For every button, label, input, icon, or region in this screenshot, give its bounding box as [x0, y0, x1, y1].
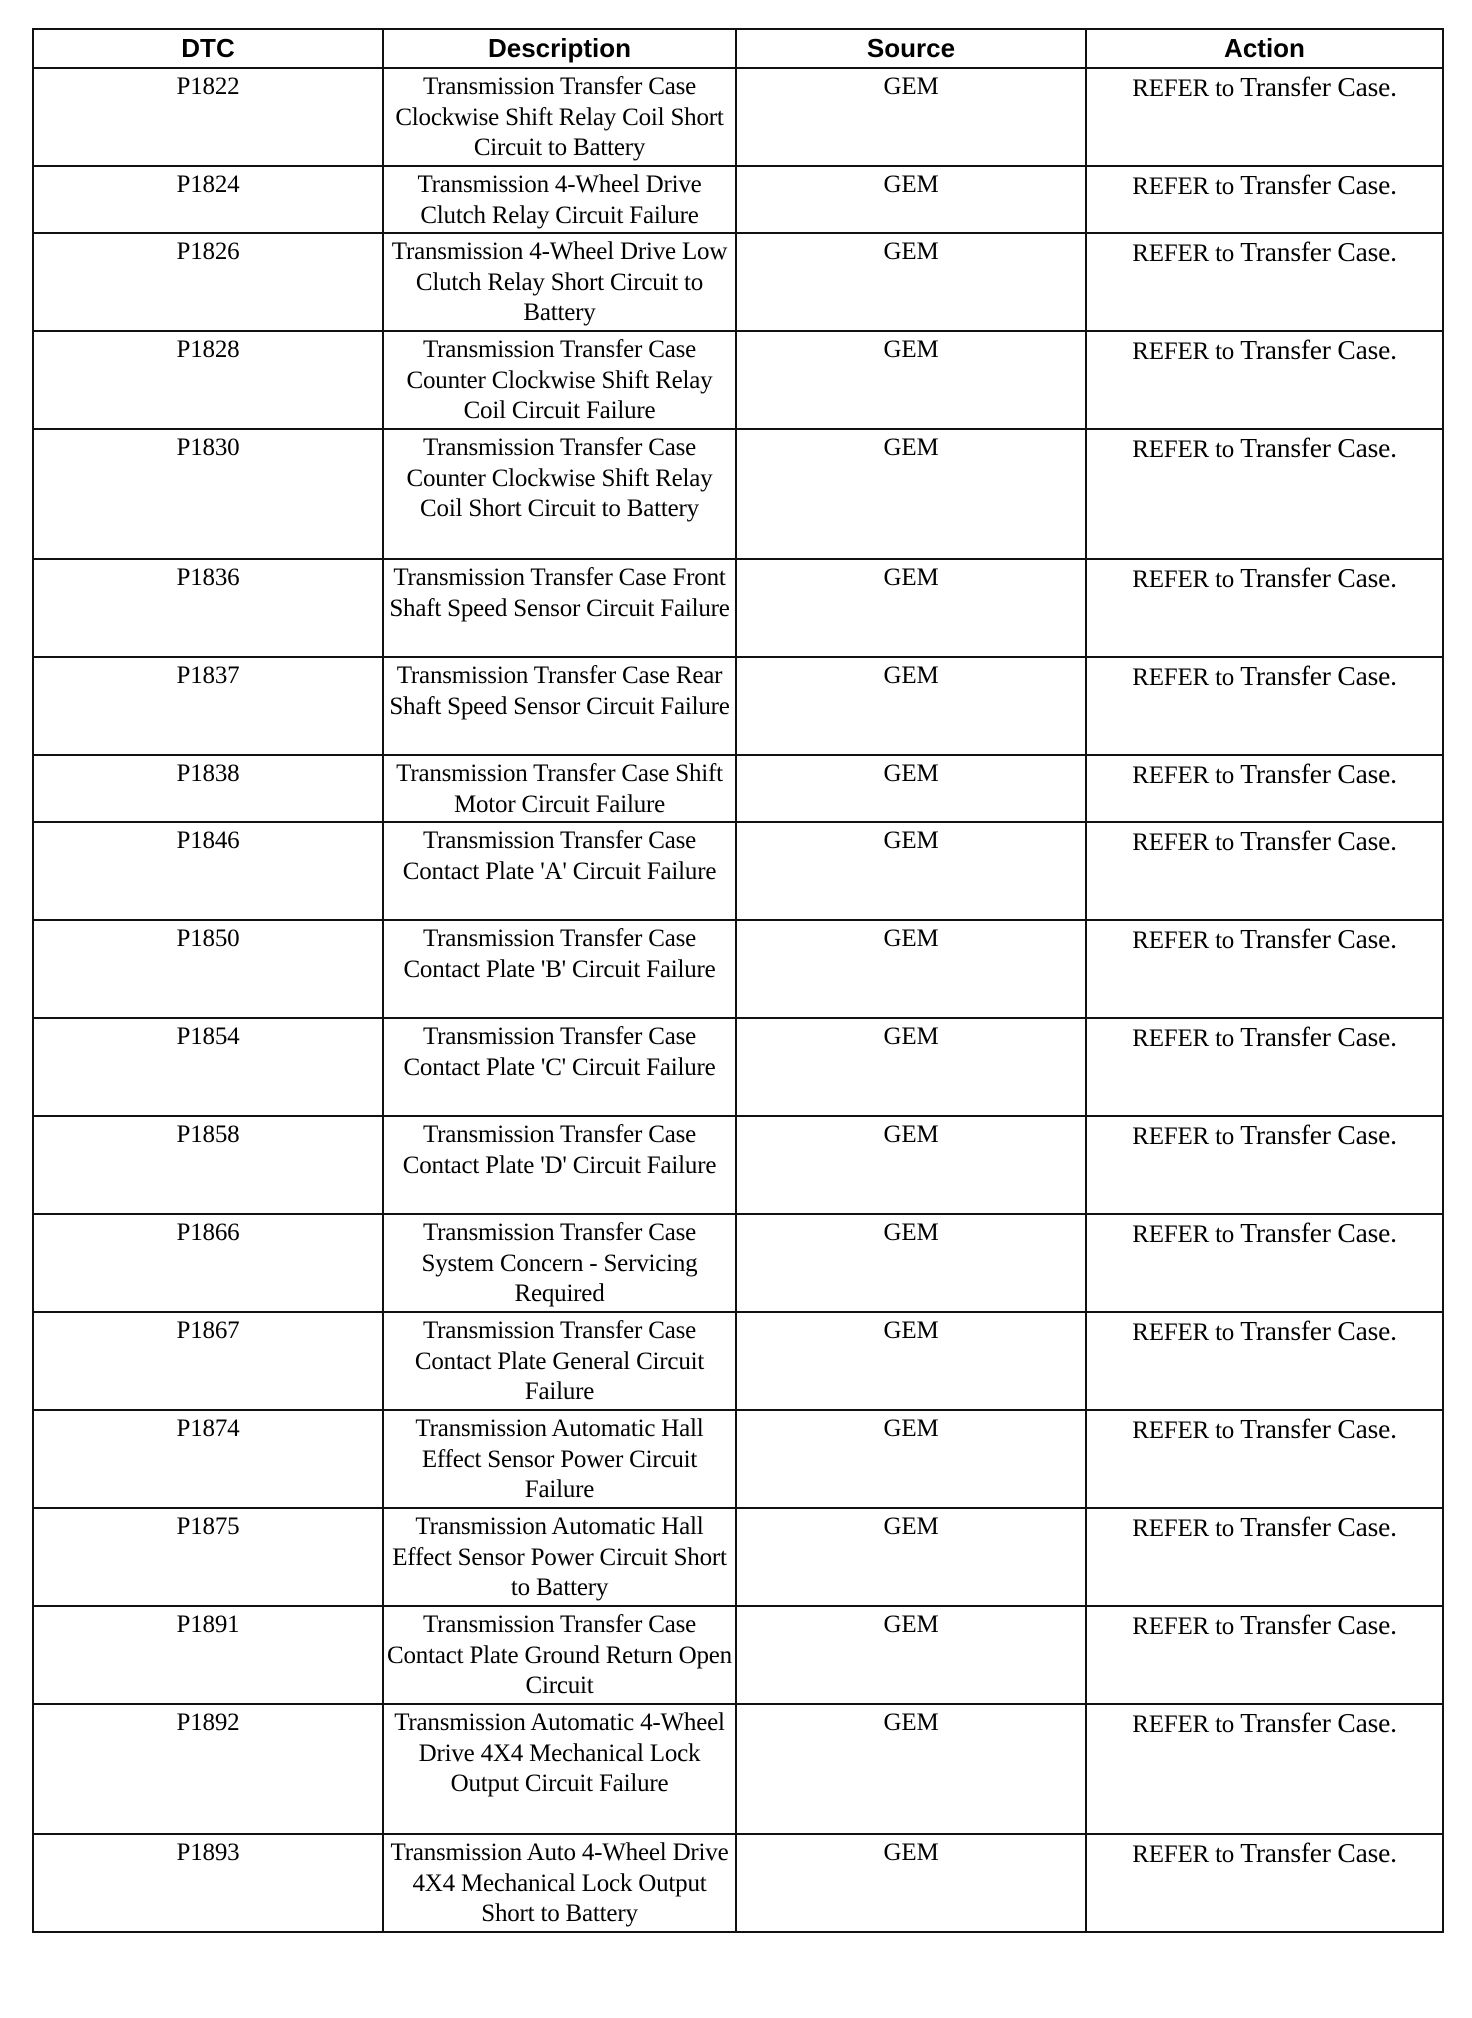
dtc-code: P1854 — [33, 1018, 383, 1116]
dtc-description: Transmission Auto 4-Wheel Drive 4X4 Mechanical Lock Output Short to Battery — [383, 1834, 736, 1932]
action-target: Transfer Case. — [1240, 432, 1397, 463]
dtc-description: Transmission Transfer Case Clockwise Shift Relay Coil Short Circuit to Battery — [383, 68, 736, 166]
dtc-source: GEM — [736, 920, 1086, 1018]
action-prefix: REFER to — [1132, 436, 1235, 463]
dtc-description: Transmission Automatic Hall Effect Sensor Power Circuit Short to Battery — [383, 1508, 736, 1606]
dtc-code: P1824 — [33, 166, 383, 233]
dtc-action — [1086, 1116, 1443, 1214]
table-row — [33, 1018, 1443, 1116]
dtc-source: GEM — [736, 1508, 1086, 1606]
dtc-source: GEM — [736, 657, 1086, 755]
dtc-description: Transmission 4-Wheel Drive Low Clutch Relay Short Circuit to Battery — [383, 233, 736, 331]
action-target: Transfer Case. — [1240, 1609, 1397, 1640]
table-row — [33, 331, 1443, 429]
dtc-source: GEM — [736, 1704, 1086, 1834]
table-row — [33, 1606, 1443, 1704]
dtc-action — [1086, 755, 1443, 822]
dtc-source: GEM — [736, 68, 1086, 166]
table-row — [33, 429, 1443, 559]
dtc-action — [1086, 559, 1443, 657]
action-prefix: REFER to — [1132, 75, 1235, 102]
dtc-source: GEM — [736, 1018, 1086, 1116]
dtc-source: GEM — [736, 822, 1086, 920]
action-target: Transfer Case. — [1240, 1315, 1397, 1346]
dtc-description: Transmission Transfer Case Contact Plate 'C' Circuit Failure — [383, 1018, 736, 1116]
table-row — [33, 1410, 1443, 1508]
table-row — [33, 657, 1443, 755]
action-target: Transfer Case. — [1240, 1021, 1397, 1052]
dtc-code: P1858 — [33, 1116, 383, 1214]
action-target: Transfer Case. — [1240, 334, 1397, 365]
action-target: Transfer Case. — [1240, 236, 1397, 267]
action-prefix: REFER to — [1132, 1319, 1235, 1346]
dtc-description: Transmission Automatic Hall Effect Sensor Power Circuit Failure — [383, 1410, 736, 1508]
action-target: Transfer Case. — [1240, 1119, 1397, 1150]
action-prefix: REFER to — [1132, 1711, 1235, 1738]
action-prefix: REFER to — [1132, 1221, 1235, 1248]
dtc-code: P1874 — [33, 1410, 383, 1508]
dtc-code: P1892 — [33, 1704, 383, 1834]
dtc-source: GEM — [736, 166, 1086, 233]
dtc-code: P1893 — [33, 1834, 383, 1932]
dtc-description: Transmission Transfer Case Shift Motor Circuit Failure — [383, 755, 736, 822]
action-prefix: REFER to — [1132, 1515, 1235, 1542]
dtc-action — [1086, 1018, 1443, 1116]
header-dtc: DTC — [33, 29, 383, 68]
dtc-description: Transmission Transfer Case Contact Plate 'D' Circuit Failure — [383, 1116, 736, 1214]
action-prefix: REFER to — [1132, 1841, 1235, 1868]
action-prefix: REFER to — [1132, 1025, 1235, 1052]
action-target: Transfer Case. — [1240, 1511, 1397, 1542]
table-row — [33, 920, 1443, 1018]
dtc-code: P1826 — [33, 233, 383, 331]
action-prefix: REFER to — [1132, 664, 1235, 691]
dtc-description: Transmission Transfer Case System Concern - Servicing Required — [383, 1214, 736, 1312]
table-row — [33, 233, 1443, 331]
header-row — [33, 29, 1443, 68]
table-row — [33, 755, 1443, 822]
action-target: Transfer Case. — [1240, 562, 1397, 593]
dtc-action — [1086, 1704, 1443, 1834]
dtc-code: P1846 — [33, 822, 383, 920]
action-prefix: REFER to — [1132, 829, 1235, 856]
table-row — [33, 1312, 1443, 1410]
action-prefix: REFER to — [1132, 1123, 1235, 1150]
dtc-action — [1086, 429, 1443, 559]
dtc-code: P1891 — [33, 1606, 383, 1704]
action-target: Transfer Case. — [1240, 1707, 1397, 1738]
dtc-code: P1830 — [33, 429, 383, 559]
action-prefix: REFER to — [1132, 1417, 1235, 1444]
dtc-action — [1086, 1834, 1443, 1932]
dtc-description: Transmission Transfer Case Front Shaft Speed Sensor Circuit Failure — [383, 559, 736, 657]
dtc-description: Transmission Transfer Case Contact Plate 'A' Circuit Failure — [383, 822, 736, 920]
table-row — [33, 1704, 1443, 1834]
action-target: Transfer Case. — [1240, 1837, 1397, 1868]
header-source: Source — [736, 29, 1086, 68]
dtc-code: P1838 — [33, 755, 383, 822]
action-target: Transfer Case. — [1240, 169, 1397, 200]
action-prefix: REFER to — [1132, 762, 1235, 789]
dtc-action — [1086, 1508, 1443, 1606]
dtc-action — [1086, 1312, 1443, 1410]
table-row — [33, 1508, 1443, 1606]
dtc-action — [1086, 68, 1443, 166]
table-row — [33, 1834, 1443, 1932]
dtc-description: Transmission 4-Wheel Drive Clutch Relay Circuit Failure — [383, 166, 736, 233]
dtc-source: GEM — [736, 233, 1086, 331]
header-action: Action — [1086, 29, 1443, 68]
dtc-description: Transmission Transfer Case Counter Clockwise Shift Relay Coil Short Circuit to Battery — [383, 429, 736, 559]
dtc-action — [1086, 166, 1443, 233]
action-prefix: REFER to — [1132, 338, 1235, 365]
action-target: Transfer Case. — [1240, 71, 1397, 102]
action-prefix: REFER to — [1132, 240, 1235, 267]
dtc-source: GEM — [736, 1214, 1086, 1312]
dtc-code: P1867 — [33, 1312, 383, 1410]
action-target: Transfer Case. — [1240, 758, 1397, 789]
dtc-action — [1086, 1410, 1443, 1508]
dtc-action — [1086, 331, 1443, 429]
dtc-description: Transmission Transfer Case Contact Plate Ground Return Open Circuit — [383, 1606, 736, 1704]
dtc-code: P1828 — [33, 331, 383, 429]
table-row — [33, 559, 1443, 657]
action-target: Transfer Case. — [1240, 660, 1397, 691]
table-row — [33, 166, 1443, 233]
header-description: Description — [383, 29, 736, 68]
table-row — [33, 1116, 1443, 1214]
table-row — [33, 1214, 1443, 1312]
dtc-source: GEM — [736, 755, 1086, 822]
dtc-action — [1086, 920, 1443, 1018]
dtc-description: Transmission Transfer Case Counter Clockwise Shift Relay Coil Circuit Failure — [383, 331, 736, 429]
dtc-code: P1822 — [33, 68, 383, 166]
action-target: Transfer Case. — [1240, 923, 1397, 954]
dtc-action — [1086, 1606, 1443, 1704]
action-prefix: REFER to — [1132, 566, 1235, 593]
action-prefix: REFER to — [1132, 927, 1235, 954]
dtc-source: GEM — [736, 1312, 1086, 1410]
action-target: Transfer Case. — [1240, 1217, 1397, 1248]
dtc-source: GEM — [736, 429, 1086, 559]
action-target: Transfer Case. — [1240, 1413, 1397, 1444]
dtc-code: P1836 — [33, 559, 383, 657]
dtc-description: Transmission Automatic 4-Wheel Drive 4X4 Mechanical Lock Output Circuit Failure — [383, 1704, 736, 1834]
dtc-code: P1837 — [33, 657, 383, 755]
dtc-action — [1086, 822, 1443, 920]
dtc-code: P1866 — [33, 1214, 383, 1312]
dtc-source: GEM — [736, 559, 1086, 657]
dtc-code: P1875 — [33, 1508, 383, 1606]
dtc-action — [1086, 233, 1443, 331]
dtc-code: P1850 — [33, 920, 383, 1018]
dtc-source: GEM — [736, 1834, 1086, 1932]
action-target: Transfer Case. — [1240, 825, 1397, 856]
dtc-table — [32, 28, 1444, 1933]
dtc-source: GEM — [736, 331, 1086, 429]
dtc-action — [1086, 1214, 1443, 1312]
dtc-description: Transmission Transfer Case Contact Plate General Circuit Failure — [383, 1312, 736, 1410]
dtc-source: GEM — [736, 1606, 1086, 1704]
dtc-source: GEM — [736, 1410, 1086, 1508]
dtc-description: Transmission Transfer Case Contact Plate 'B' Circuit Failure — [383, 920, 736, 1018]
dtc-source: GEM — [736, 1116, 1086, 1214]
dtc-action — [1086, 657, 1443, 755]
dtc-description: Transmission Transfer Case Rear Shaft Speed Sensor Circuit Failure — [383, 657, 736, 755]
action-prefix: REFER to — [1132, 173, 1235, 200]
action-prefix: REFER to — [1132, 1613, 1235, 1640]
table-row — [33, 822, 1443, 920]
table-row — [33, 68, 1443, 166]
